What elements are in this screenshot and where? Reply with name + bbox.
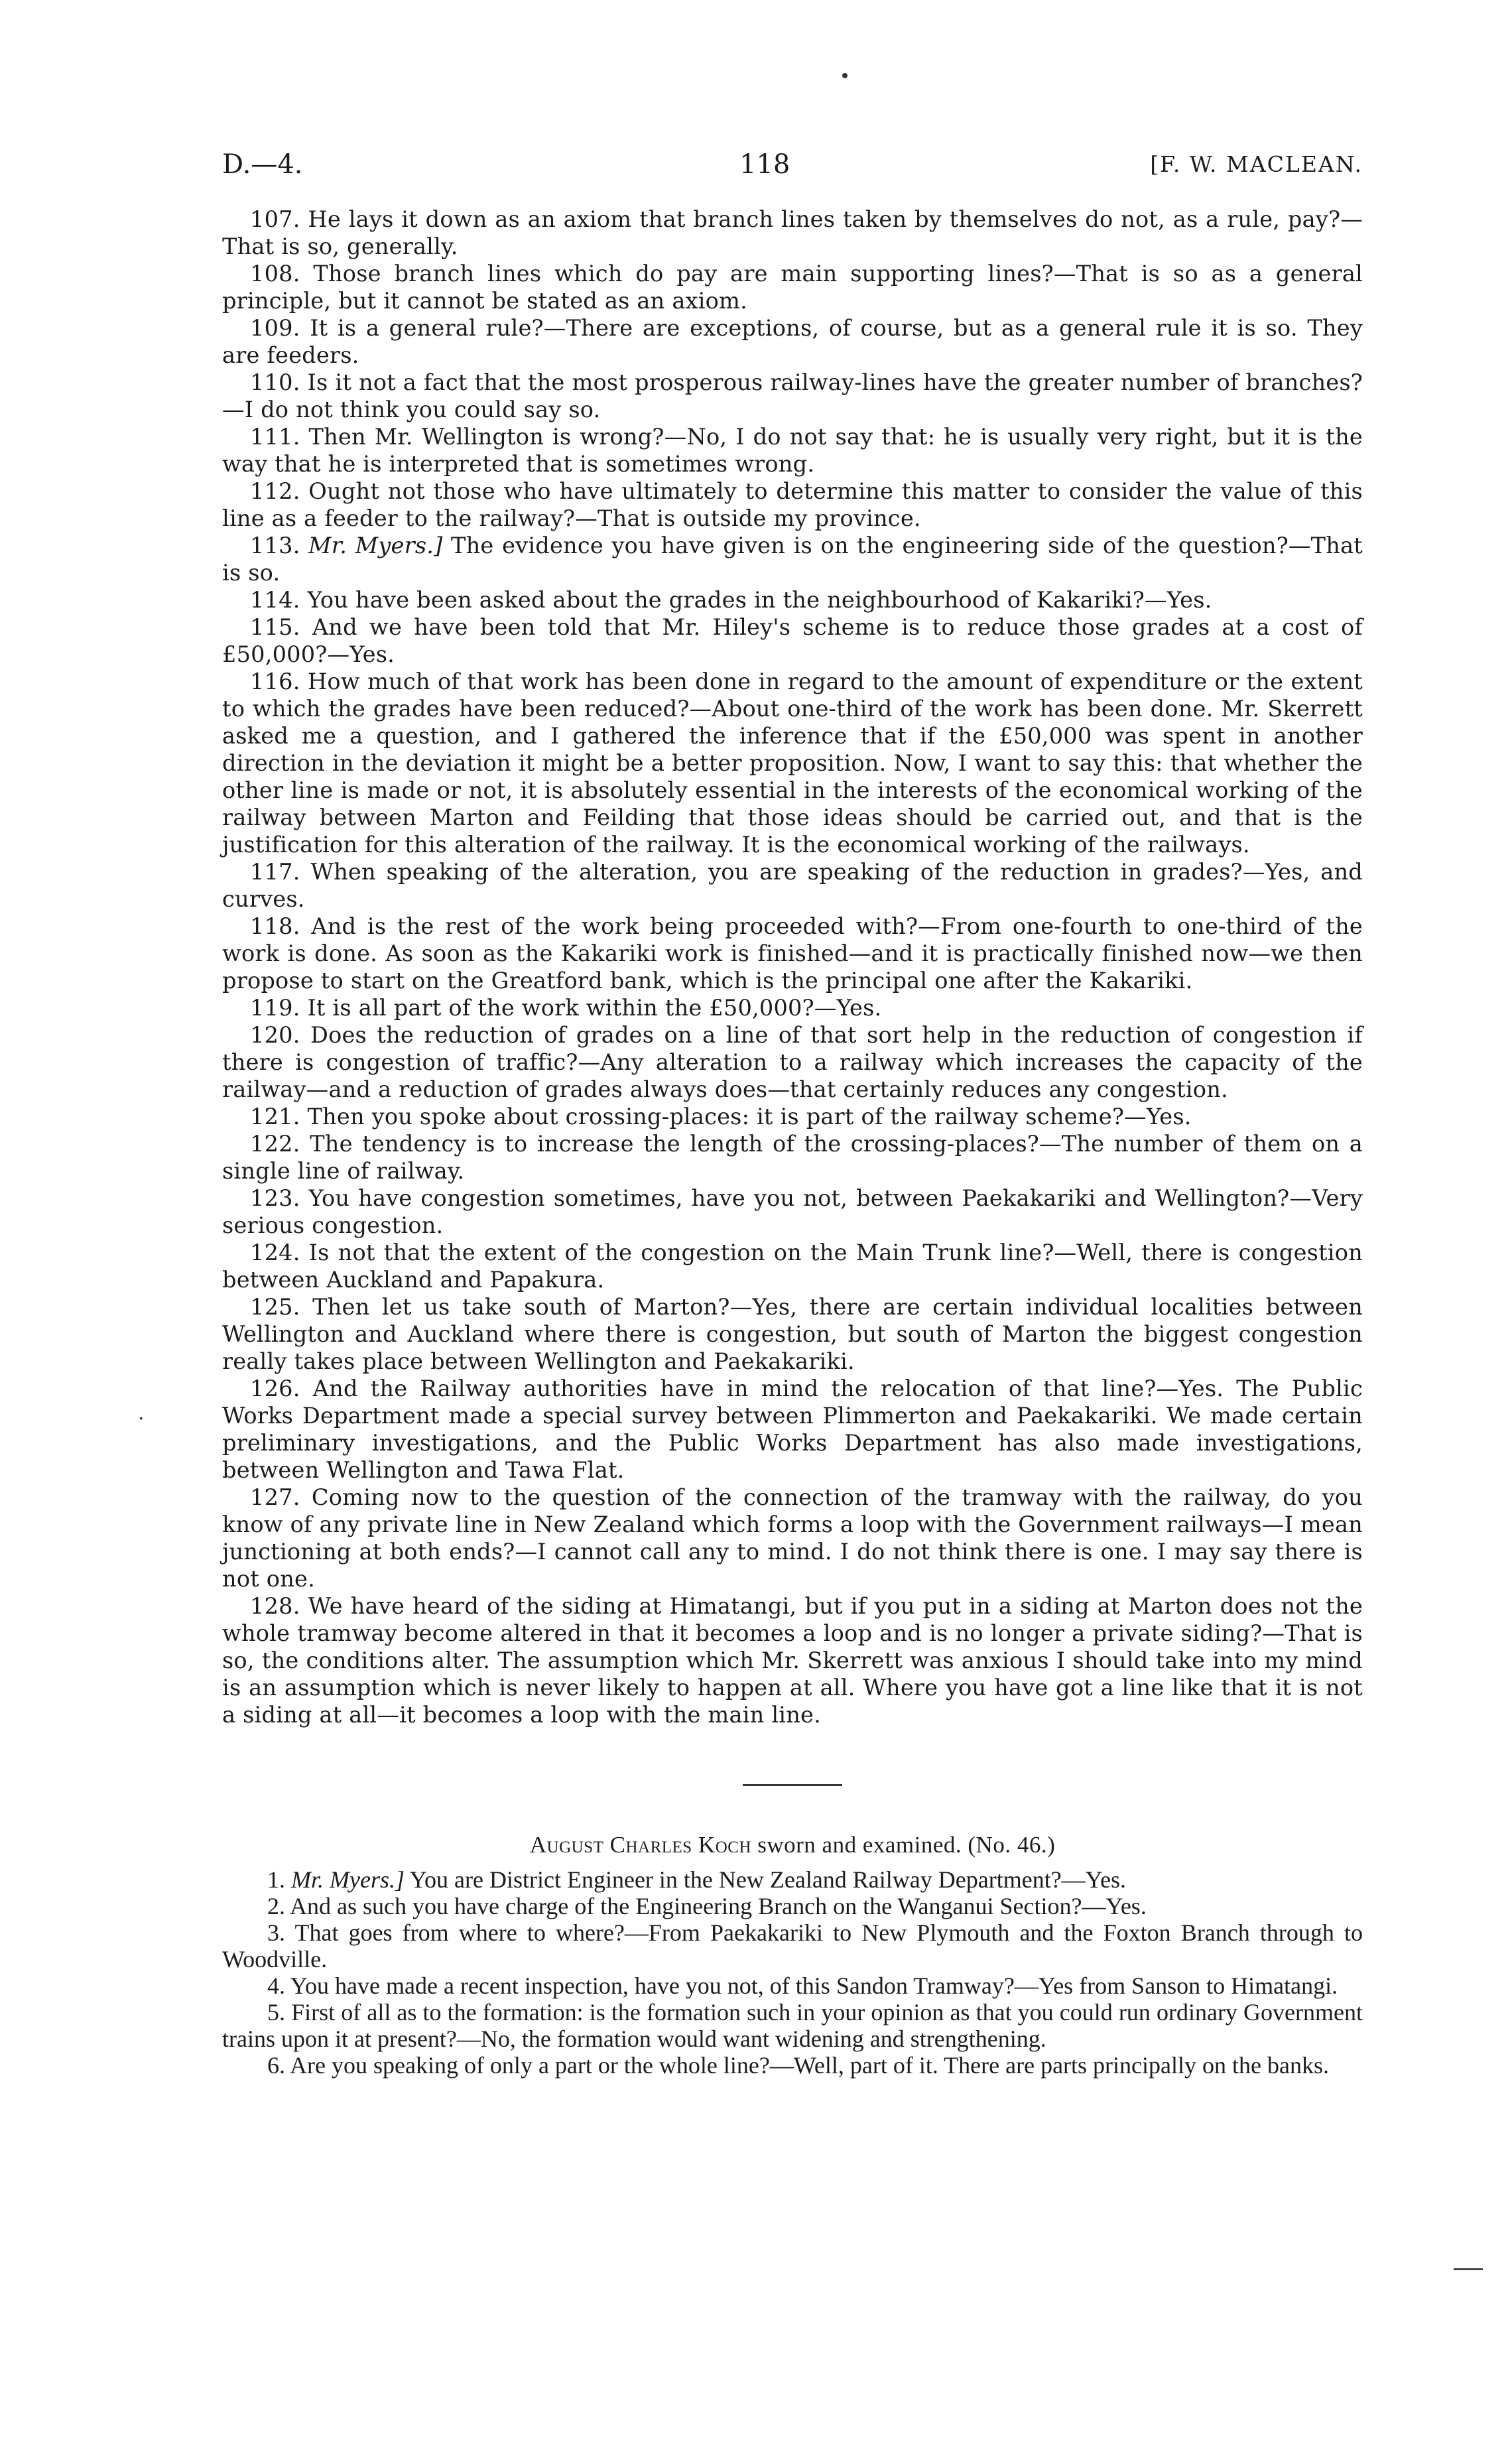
question-128: 128. We have heard of the siding at Himatangi, but if you put in a siding at Marton does not the whole tramway become altered in that it becomes a loop and is no longer a private siding?—That is so, the conditions alter. The assumption which Mr. Skerrett was anxious I should take into my mind is an assumption which is never likely to happen at all. Where you have got a line like that it is not a siding at all—it becomes a loop with the main line. bbox=[222, 1593, 1363, 1728]
speck-mark bbox=[842, 73, 848, 78]
section-divider bbox=[743, 1784, 842, 1786]
question-126: 126. And the Railway authorities have in mind the relocation of that line?—Yes. The Public Works Department made a special survey between Plimmerton and Paekakariki. We made certain preliminary investigations, and the Public Works Department has also made investigations, between Wellington and Tawa Flat. bbox=[222, 1376, 1363, 1483]
question-118: 118. And is the rest of the work being proceeded with?—From one-fourth to one-third of the work is done. As soon as the Kakariki work is finished—and it is practically finished now—we then propose to start on the Greatford bank, which is the principal one after the Kakariki. bbox=[222, 913, 1363, 994]
question-119: 119. It is all part of the work within the £50,000?—Yes. bbox=[250, 995, 882, 1021]
question-125: 125. Then let us take south of Marton?—Yes, there are certain individual localities between Wellington and Auckland where there is congestion, but south of Marton the biggest congestion really takes place between Wellington and Paekakariki. bbox=[222, 1294, 1363, 1374]
question-108: 108. Those branch lines which do pay are main supporting lines?—That is so as a general principle, but it cannot be stated as an axiom. bbox=[222, 261, 1363, 314]
document-reference: D.—4. bbox=[222, 149, 303, 180]
koch-examination bbox=[222, 1832, 1363, 2079]
testimony-body bbox=[222, 206, 1363, 1728]
question-124: 124. Is not that the extent of the congestion on the Main Trunk line?—Well, there is congestion between Auckland and Papakura. bbox=[222, 1240, 1363, 1293]
witness-name: [F. W. MACLEAN. bbox=[1150, 151, 1363, 177]
margin-dash bbox=[1454, 2268, 1483, 2270]
koch-question-5: 5. First of all as to the formation: is the formation such in your opinion as that you could run ordinary Government trains upon it at present?—No, the formation would want widening and strengthening. bbox=[222, 1999, 1363, 2052]
section-heading: August Charles Koch sworn and examined. (No. 46.) bbox=[529, 1832, 1056, 1858]
question-115: 115. And we have been told that Mr. Hiley's scheme is to reduce those grades at a cost of £50,000?—Yes. bbox=[222, 614, 1363, 667]
question-117: 117. When speaking of the alteration, you are speaking of the reduction in grades?—Yes, and curves. bbox=[222, 859, 1363, 912]
page-number: 118 bbox=[739, 149, 790, 180]
question-107: 107. He lays it down as an axiom that branch lines taken by themselves do not, as a rule, pay?—That is so, generally. bbox=[222, 206, 1363, 259]
margin-mark: · bbox=[138, 1407, 145, 1431]
koch-question-1: 1. Mr. Myers.] You are District Engineer in the New Zealand Railway Department?—Yes. bbox=[267, 1866, 1127, 1893]
question-116: 116. How much of that work has been done in regard to the amount of expenditure or the extent to which the grades have been reduced?—About one-third of the work has been done. Mr. Skerrett asked me a question, and I gathered the inference that if the £50,000 was spent in another direction in the deviation it might be a better proposition. Now, I want to say this: that whether the other line is made or not, it is absolutely essential in the interests of the economical working of the railway between Marton and Feilding that those ideas should be carried out, and that is the justification for this alteration of the railway. It is the economical working of the railways. bbox=[222, 669, 1363, 858]
speaker-label: Mr. Myers.] bbox=[308, 533, 443, 558]
page-header bbox=[222, 147, 1363, 187]
question-111: 111. Then Mr. Wellington is wrong?—No, I do not say that: he is usually very right, but it is the way that he is interpreted that is sometimes wrong. bbox=[222, 424, 1363, 477]
question-114: 114. You have been asked about the grades in the neighbourhood of Kakariki?—Yes. bbox=[250, 587, 1212, 613]
koch-question-3: 3. That goes from where to where?—From Paekakariki to New Plymouth and the Foxton Branch through to Woodville. bbox=[222, 1919, 1363, 1972]
koch-question-2: 2. And as such you have charge of the Engineering Branch on the Wanganui Section?—Yes. bbox=[267, 1893, 1147, 1919]
question-113: 113. Mr. Myers.] The evidence you have given is on the engineering side of the question?—That is so. bbox=[222, 533, 1363, 586]
question-112: 112. Ought not those who have ultimately to determine this matter to consider the value of this line as a feeder to the railway?—That is outside my province. bbox=[222, 478, 1363, 531]
question-121: 121. Then you spoke about crossing-places: it is part of the railway scheme?—Yes. bbox=[250, 1104, 1192, 1129]
koch-question-4: 4. You have made a recent inspection, have you not, of this Sandon Tramway?—Yes from Sanson to Himatangi. bbox=[267, 1972, 1338, 1999]
question-122: 122. The tendency is to increase the length of the crossing-places?—The number of them on a single line of railway. bbox=[222, 1131, 1363, 1184]
speaker-label: Mr. Myers.] bbox=[291, 1866, 405, 1893]
question-120: 120. Does the reduction of grades on a line of that sort help in the reduction of congestion if there is congestion of traffic?—Any alteration to a railway which increases the capacity of the railway—and a reduction of grades always does—that certainly reduces any congestion. bbox=[222, 1022, 1363, 1102]
koch-question-6: 6. Are you speaking of only a part or the whole line?—Well, part of it. There are parts principally on the banks. bbox=[267, 2052, 1329, 2079]
witness-full-name: August Charles Koch bbox=[529, 1832, 751, 1858]
question-110: 110. Is it not a fact that the most prosperous railway-lines have the greater number of branches?—I do not think you could say so. bbox=[222, 369, 1363, 422]
question-127: 127. Coming now to the question of the connection of the tramway with the railway, do you know of any private line in New Zealand which forms a loop with the Government railways—I mean junctioning at both ends?—I cannot call any to mind. I do not think there is one. I may say there is not one. bbox=[222, 1484, 1363, 1592]
question-123: 123. You have congestion sometimes, have you not, between Paekakariki and Wellington?—Very serious congestion. bbox=[222, 1185, 1363, 1238]
question-109: 109. It is a general rule?—There are exceptions, of course, but as a general rule it is so. They are feeders. bbox=[222, 315, 1363, 368]
